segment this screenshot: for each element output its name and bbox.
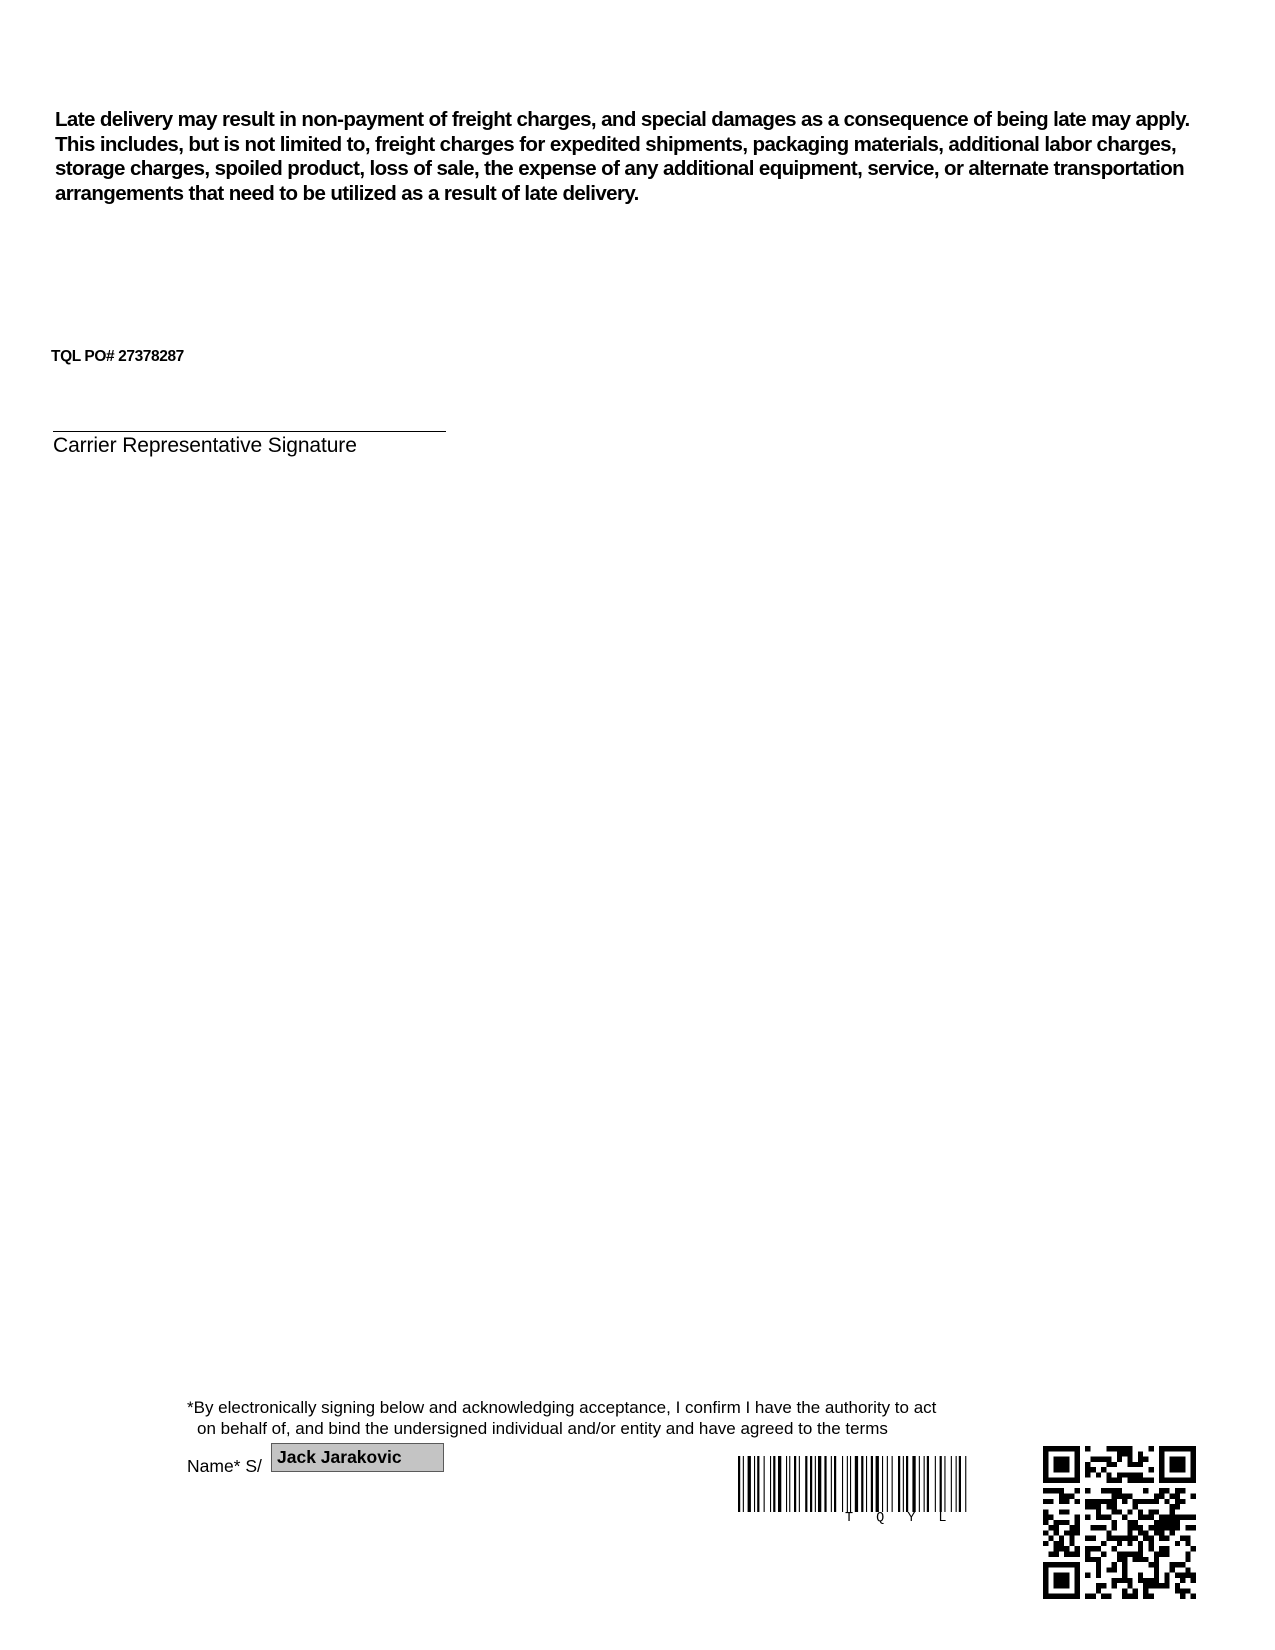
barcode-char: T — [845, 1511, 854, 1526]
barcode-char: L — [938, 1511, 947, 1526]
esign-line-2: on behalf of, and bind the undersigned individual and/or entity and have agreed to the terms — [197, 1419, 888, 1438]
barcode-icon — [738, 1456, 1026, 1512]
signature-line — [53, 431, 446, 432]
barcode-char: Y — [907, 1511, 916, 1526]
esign-statement — [187, 1397, 936, 1439]
signature-label: Carrier Representative Signature — [53, 434, 357, 457]
name-field[interactable]: Jack Jarakovic — [271, 1443, 444, 1472]
late-delivery-notice: Late delivery may result in non-payment of freight charges, and special damages as a consequence of being late may apply. This includes, but is not limited to, freight charges for expedited shipments, packaging materials, additional labor charges, storage charges, spoiled product, loss of sale, the expense of any additional equipment, service, or alternate transportation arrangements that need to be utilized as a result of late delivery. — [55, 108, 1190, 205]
tql-po-number: TQL PO# 27378287 — [51, 348, 184, 365]
qr-code-icon — [1043, 1446, 1196, 1599]
barcode-char: Q — [876, 1511, 885, 1526]
esign-line-1: *By electronically signing below and acknowledging acceptance, I confirm I have the authority to act — [187, 1398, 937, 1417]
barcode-text — [845, 1511, 985, 1526]
name-label: Name* S/ — [187, 1456, 262, 1476]
